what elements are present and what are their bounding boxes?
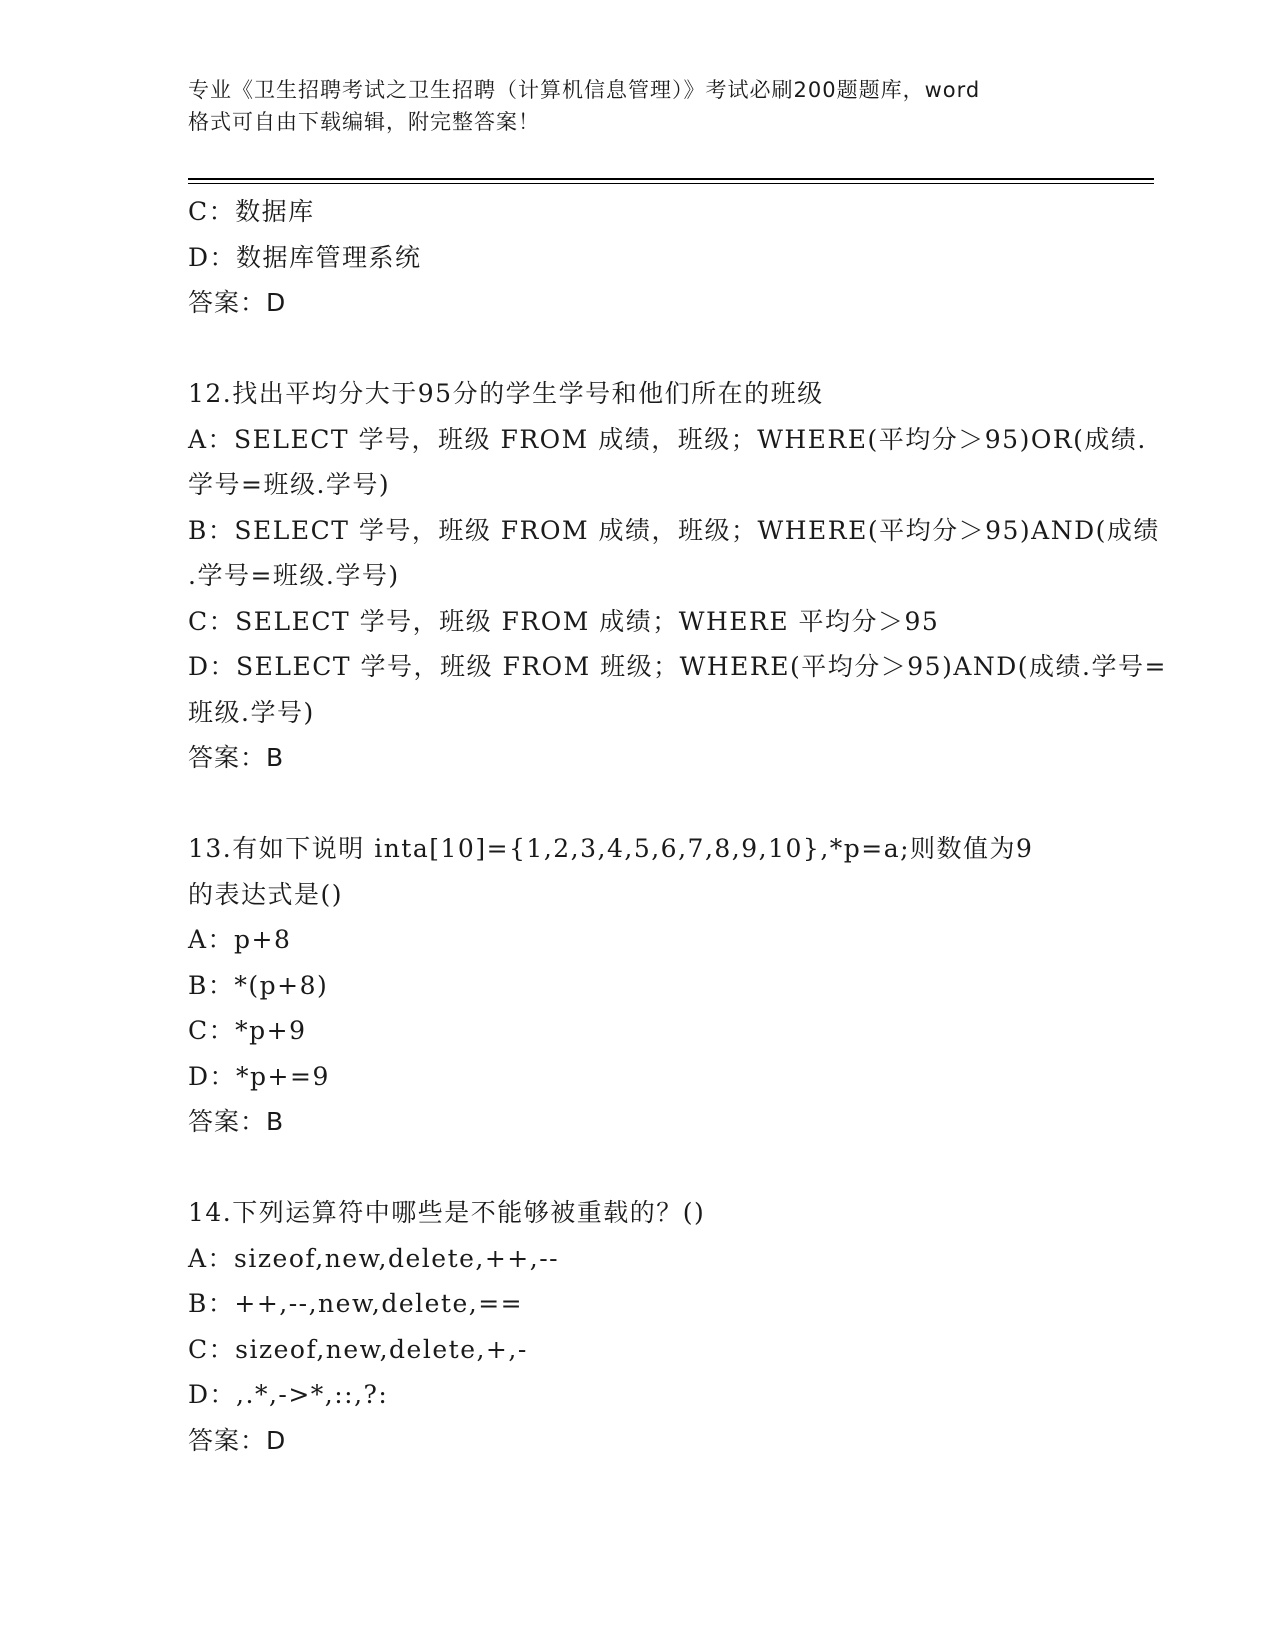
question-13	[188, 826, 1088, 1145]
option-d: D：,.*,->*,::,?:	[188, 1380, 389, 1409]
option-a: A：sizeof,new,delete,++,--	[188, 1243, 560, 1273]
option-a-continued: 学号=班级.学号)	[188, 470, 391, 499]
answer-line: 答案：D	[188, 1425, 287, 1455]
option-a: A：SELECT 学号，班级 FROM 成绩，班级；WHERE(平均分＞95)OR(成绩.	[188, 424, 1147, 454]
answer-line: 答案：D	[188, 288, 287, 317]
option-c: C：*p+9	[188, 1016, 307, 1045]
option-c: C：SELECT 学号，班级 FROM 成绩；WHERE 平均分＞95	[188, 606, 940, 636]
header-line-2: 格式可自由下载编辑，附完整答案！	[188, 110, 540, 134]
header-line-1: 专业《卫生招聘考试之卫生招聘（计算机信息管理）》考试必刷200题题库，word	[188, 78, 981, 102]
header-divider-thick	[188, 178, 1154, 180]
document-header	[188, 74, 1088, 138]
answer-line: 答案：B	[188, 1107, 285, 1136]
question-text: 13.有如下说明 inta[10]={1,2,3,4,5,6,7,8,9,10},*p=a;则数值为9	[188, 834, 1034, 863]
question-11-tail	[188, 189, 1088, 326]
question-text: 14.下列运算符中哪些是不能够被重载的？()	[188, 1198, 706, 1227]
spacer	[188, 781, 1088, 827]
option-a: A：p+8	[188, 925, 292, 954]
option-c: C：sizeof,new,delete,+,-	[188, 1334, 528, 1364]
document-body	[188, 189, 1167, 1463]
option-d-continued: 班级.学号)	[188, 697, 315, 727]
option-d: D：数据库管理系统	[188, 242, 422, 272]
spacer	[188, 326, 1088, 372]
option-b: B：SELECT 学号，班级 FROM 成绩，班级；WHERE(平均分＞95)AND(成绩	[188, 515, 1160, 545]
option-b: B：++,--,new,delete,==	[188, 1289, 524, 1318]
question-12	[188, 371, 1167, 781]
option-d: D：*p+=9	[188, 1061, 330, 1091]
option-c: C：数据库	[188, 197, 315, 226]
option-b-continued: .学号=班级.学号)	[188, 561, 400, 590]
option-b: B：*(p+8)	[188, 970, 329, 1000]
option-d: D：SELECT 学号，班级 FROM 班级；WHERE(平均分＞95)AND(成绩.学号=	[188, 652, 1167, 681]
question-text-continued: 的表达式是()	[188, 879, 344, 909]
question-14	[188, 1190, 1088, 1463]
answer-line: 答案：B	[188, 743, 285, 772]
question-text: 12.找出平均分大于95分的学生学号和他们所在的班级	[188, 379, 824, 408]
spacer	[188, 1145, 1088, 1191]
header-divider-thin	[188, 183, 1154, 184]
